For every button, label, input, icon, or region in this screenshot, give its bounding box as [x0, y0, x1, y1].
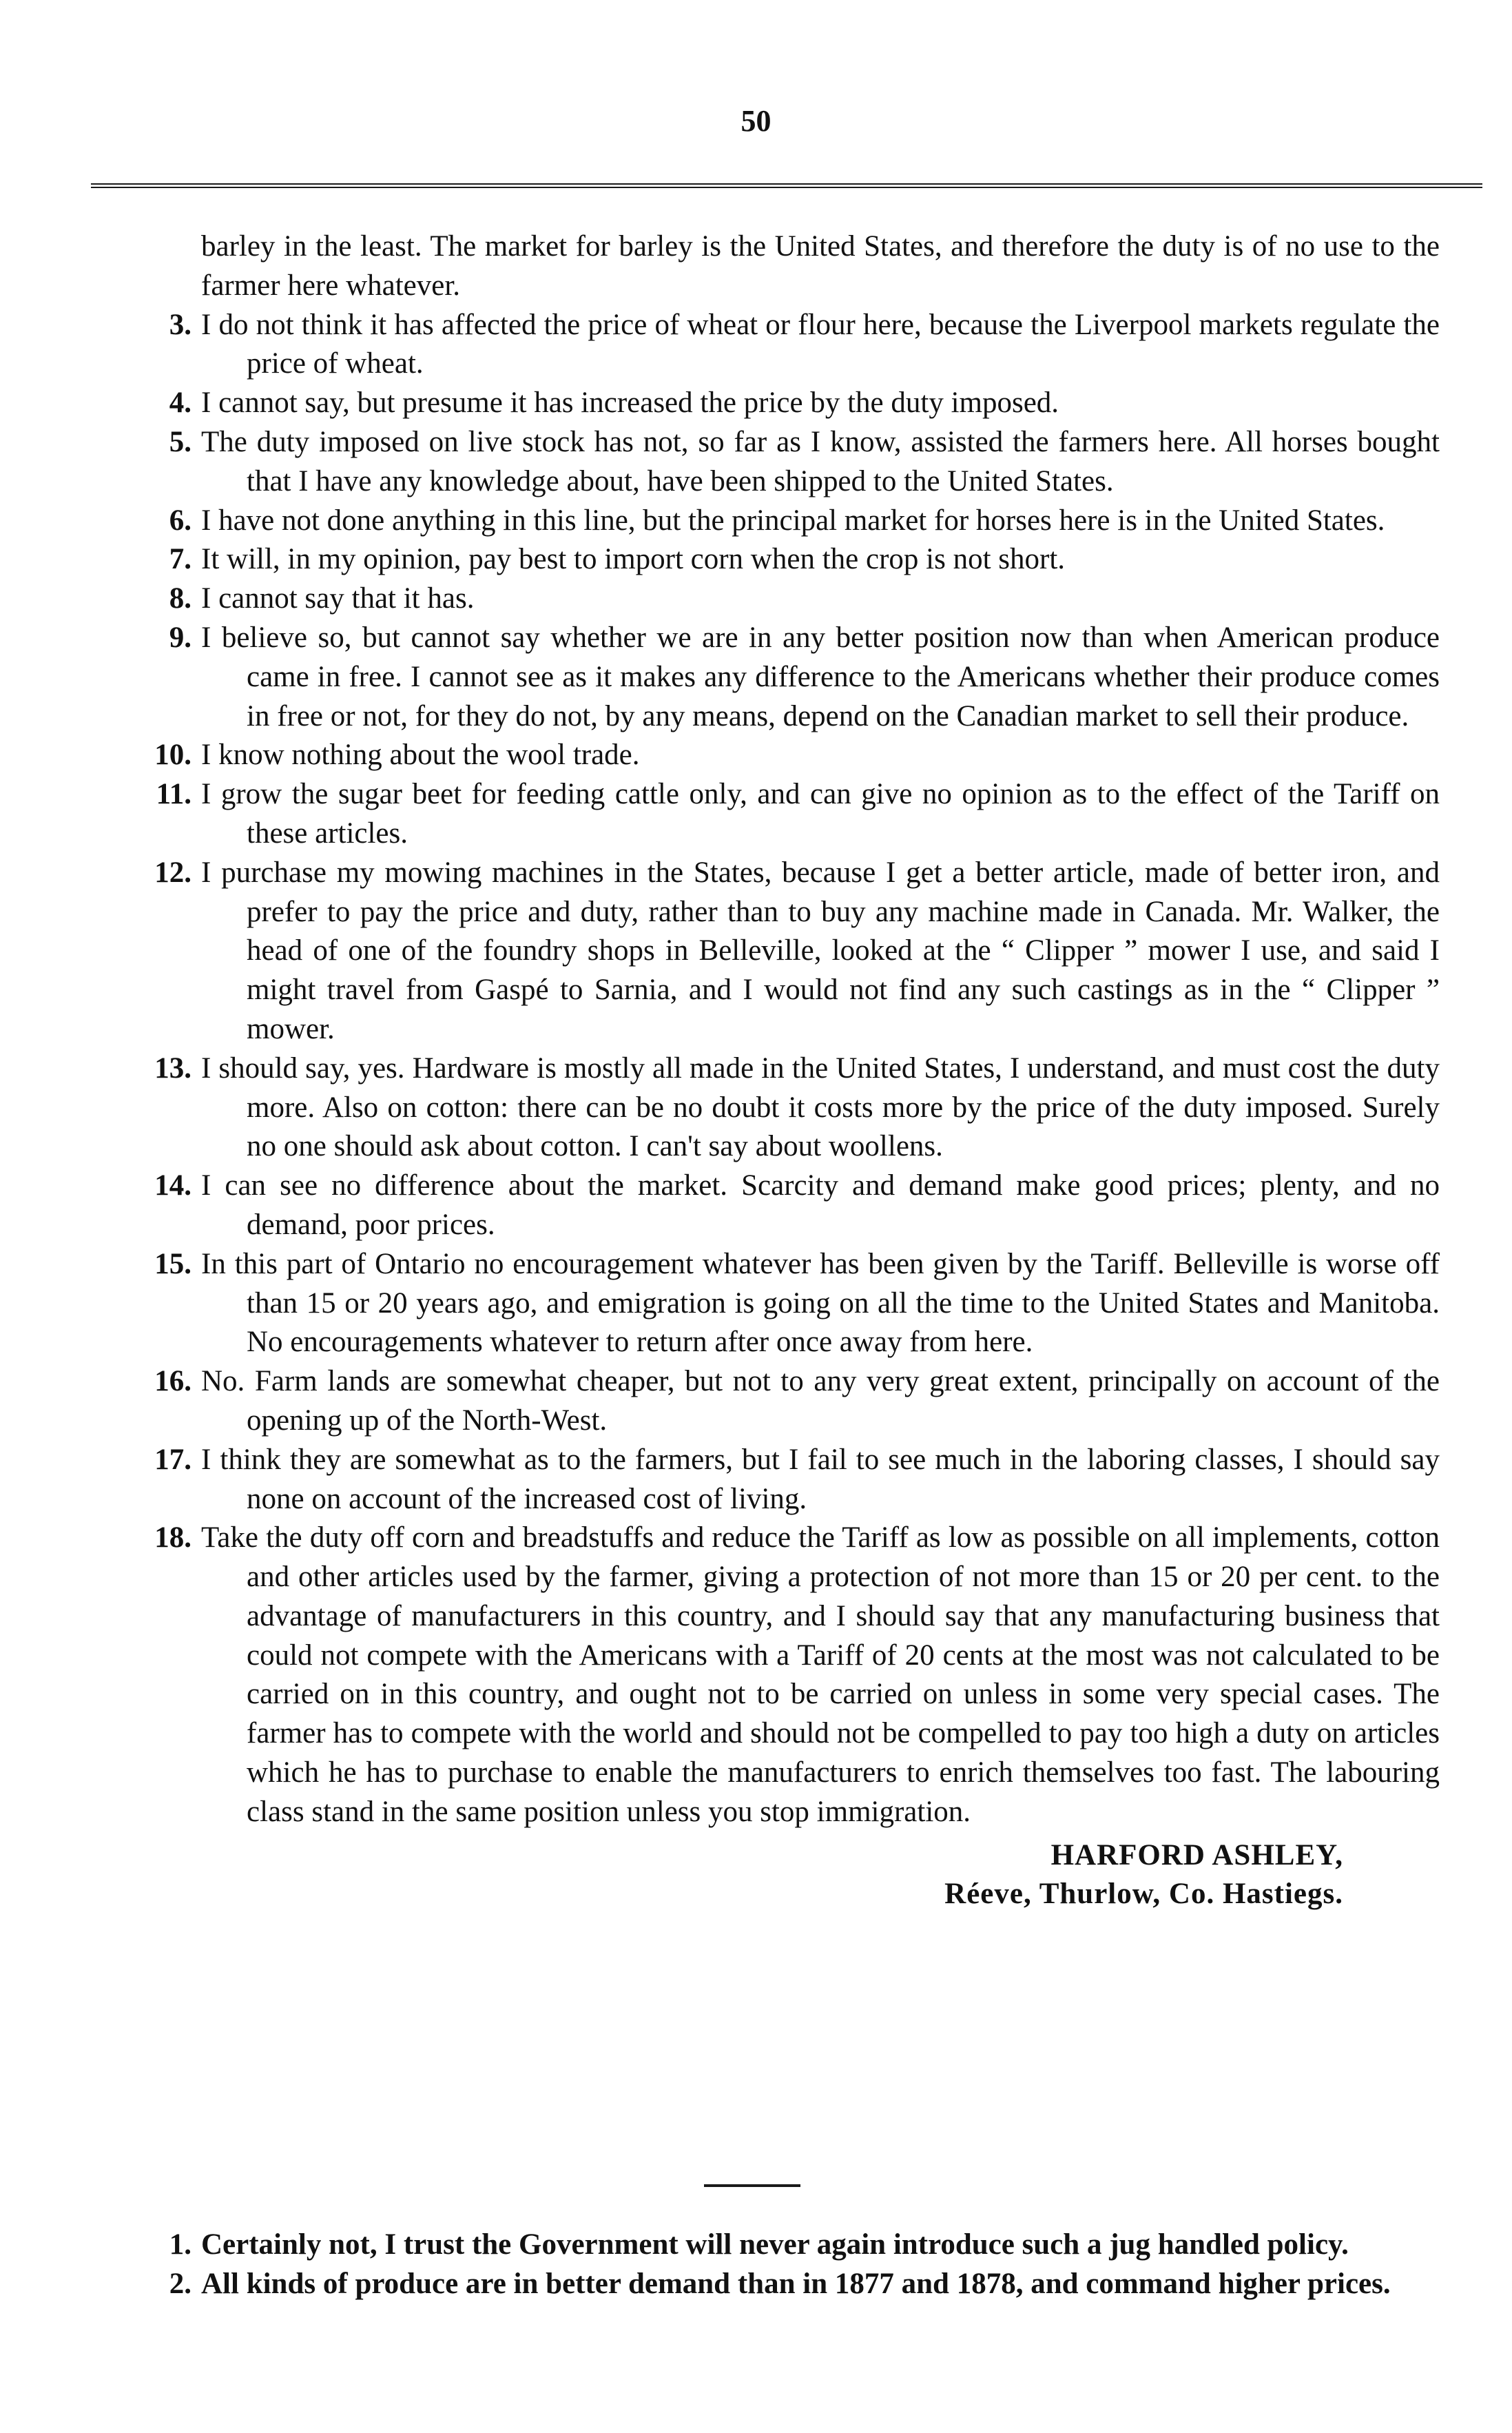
- answer-text: I should say, yes. Hardware is mostly all made in the United States, I understand, and must cost the duty more. Also on cotton: there can be no doubt it costs more by the price of the duty imposed. Surely no one should ask about cotton. I can't say about woollens.: [201, 1051, 1440, 1163]
- section-divider: [704, 2184, 800, 2187]
- page-number: 50: [741, 104, 771, 138]
- answer-number: 3.: [169, 308, 191, 341]
- answer-11: [138, 775, 1440, 854]
- second-letter: [138, 2226, 1440, 2304]
- answer-number: 6.: [169, 504, 191, 537]
- first-letter: [138, 227, 1440, 1914]
- answer-text: I think they are somewhat as to the farmers, but I fail to see much in the laboring classes, I should say none on account of the increased cost of living.: [201, 1443, 1440, 1515]
- answer-7: [138, 540, 1440, 579]
- answer-number: 17.: [154, 1443, 191, 1476]
- answer-9: [138, 619, 1440, 736]
- answer-16: [138, 1362, 1440, 1441]
- answer-number: 12.: [154, 856, 191, 889]
- answer-number: 11.: [156, 778, 191, 811]
- answer-3: [138, 306, 1440, 384]
- answer-text: I grow the sugar beet for feeding cattle only, and can give no opinion as to the effect of the Tariff on these articles.: [201, 778, 1440, 850]
- answer-text: No. Farm lands are somewhat cheaper, but not to any very great extent, principally on account of the opening up of the North-West.: [201, 1365, 1440, 1437]
- answer-6: [138, 502, 1440, 541]
- answer-5: [138, 423, 1440, 502]
- answer-text: Take the duty off corn and breadstuffs and reduce the Tariff as low as possible on all implements, cotton and other articles used by the farmer, giving a protection of not more than 15 or 20 per cent. to the advantage of manufacturers in this country, and I should say that any manufacturing business that could not compete with the Americans with a Tariff of 20 cents at the most was not calculated to be carried on in this country, and ought not to be carried on unless in some very special cases. The farmer has to compete with the world and should not be compelled to pay too high a duty on articles which he has to purchase to enable the manufacturers to enrich themselves too fast. The labouring class stand in the same position unless you stop immigration.: [201, 1521, 1440, 1828]
- answer-number: 13.: [154, 1051, 191, 1085]
- answer-number: 5.: [169, 425, 191, 458]
- answer-text: Certainly not, I trust the Government will never again introduce such a jug handled policy.: [201, 2228, 1349, 2261]
- answer-number: 16.: [154, 1365, 191, 1398]
- answer-1: [138, 2226, 1440, 2265]
- answer-number: 2.: [169, 2267, 191, 2300]
- answer-text: All kinds of produce are in better demand than in 1877 and 1878, and command higher prices.: [201, 2267, 1391, 2300]
- answer-10: [138, 736, 1440, 775]
- answer-number: 7.: [169, 543, 191, 576]
- answer-text: I have not done anything in this line, but the principal market for horses here is in the United States.: [201, 504, 1385, 537]
- answer-text: I purchase my mowing machines in the States, because I get a better article, made of better iron, and prefer to pay the price and duty, rather than to buy any machine made in Canada. Mr. Walker, the head of one of the foundry shops in Belleville, looked at the “ Clipper ” mower I use, and said I might travel from Gaspé to Sarnia, and I would not find any such castings as in the “ Clipper ” mower.: [201, 856, 1440, 1045]
- answer-number: 10.: [154, 739, 191, 772]
- answer-15: [138, 1245, 1440, 1362]
- signature-name: HARFORD ASHLEY,: [1050, 1838, 1343, 1871]
- answer-18: [138, 1519, 1440, 1831]
- answer-text: I cannot say that it has.: [201, 582, 475, 615]
- continuation-paragraph: [138, 227, 1440, 306]
- answer-text: barley in the least. The market for barley is the United States, and therefore the duty is of no use to the farmer here whatever.: [201, 230, 1440, 302]
- answer-2: [138, 2265, 1440, 2304]
- answer-number: 18.: [154, 1521, 191, 1554]
- answer-14: [138, 1167, 1440, 1245]
- header-rule: [91, 183, 1482, 188]
- answer-13: [138, 1049, 1440, 1167]
- answer-text: In this part of Ontario no encouragement whatever has been given by the Tariff. Belleville is worse off than 15 or 20 years ago, and emigration is going on all the time to the United States and Manitoba. No encouragements whatever to return after once away from here.: [201, 1247, 1440, 1359]
- answer-8: [138, 579, 1440, 619]
- answer-number: 9.: [169, 621, 191, 654]
- answer-number: 15.: [154, 1247, 191, 1280]
- answer-4: [138, 384, 1440, 423]
- answer-text: I cannot say, but presume it has increased the price by the duty imposed.: [201, 387, 1059, 420]
- answer-text: I do not think it has affected the price of wheat or flour here, because the Liverpool markets regulate the price of wheat.: [201, 308, 1440, 380]
- answer-17: [138, 1441, 1440, 1519]
- answer-number: 1.: [169, 2228, 191, 2261]
- answer-number: 4.: [169, 387, 191, 420]
- answer-text: The duty imposed on live stock has not, so far as I know, assisted the farmers here. All horses bought that I have any knowledge about, have been shipped to the United States.: [201, 425, 1440, 497]
- signature-title: Réeve, Thurlow, Co. Hastiegs.: [944, 1878, 1343, 1911]
- answer-text: I know nothing about the wool trade.: [201, 739, 640, 772]
- signature-block: [138, 1836, 1440, 1915]
- answer-number: [138, 227, 201, 306]
- answer-text: It will, in my opinion, pay best to import corn when the crop is not short.: [201, 543, 1066, 576]
- answer-number: 14.: [154, 1169, 191, 1202]
- answer-12: [138, 854, 1440, 1049]
- answer-number: 8.: [169, 582, 191, 615]
- answer-text: I believe so, but cannot say whether we are in any better position now than when American produce came in free. I cannot see as it makes any difference to the Americans whether their produce comes in free or not, for they do not, by any means, depend on the Canadian market to sell their produce.: [201, 621, 1440, 732]
- answer-text: I can see no difference about the market. Scarcity and demand make good prices; plenty, and no demand, poor prices.: [201, 1169, 1440, 1241]
